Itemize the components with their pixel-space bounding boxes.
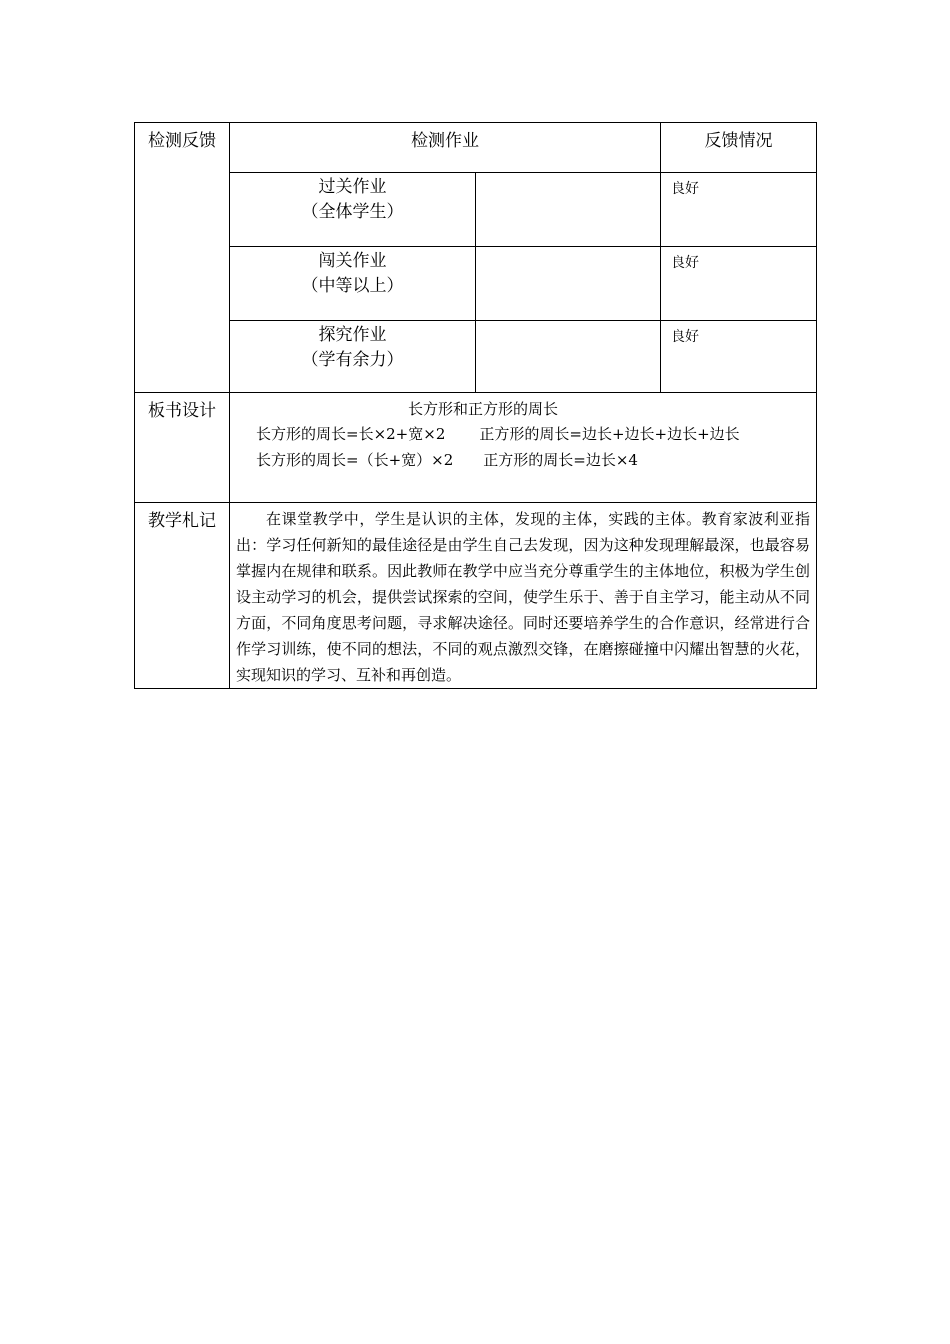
homework-content-cell (476, 321, 661, 393)
rectangle-formula-1: 长方形的周长=长×2+宽×2 (256, 425, 446, 443)
homework-row (135, 247, 817, 321)
lesson-plan-table (134, 122, 817, 689)
homework-row (135, 173, 817, 247)
homework-name: 过关作业 (318, 177, 387, 197)
board-formula-line-1 (230, 421, 816, 447)
board-design-cell (230, 393, 817, 503)
board-design-row (135, 393, 817, 503)
homework-content-cell (476, 173, 661, 247)
homework-group: （中等以上） (301, 276, 404, 296)
homework-name: 探究作业 (318, 325, 387, 345)
column-header-homework: 检测作业 (230, 123, 661, 173)
homework-feedback-cell: 良好 (661, 173, 817, 247)
rectangle-formula-2: 长方形的周长=（长+宽）×2 (256, 451, 454, 469)
homework-name: 闯关作业 (318, 251, 387, 271)
homework-group: （学有余力） (301, 350, 404, 370)
section-label-feedback: 检测反馈 (135, 123, 230, 393)
homework-content-cell (476, 247, 661, 321)
homework-type-cell (230, 173, 476, 247)
homework-type-cell (230, 321, 476, 393)
feedback-header-row (135, 123, 817, 173)
homework-group: （全体学生） (301, 202, 404, 222)
homework-feedback-cell: 良好 (661, 321, 817, 393)
board-formula-line-2 (230, 447, 816, 473)
square-formula-2: 正方形的周长=边长×4 (483, 451, 638, 469)
section-label-board: 板书设计 (135, 393, 230, 503)
board-title: 长方形和正方形的周长 (407, 400, 558, 418)
teaching-notes-cell (230, 503, 817, 689)
column-header-feedback: 反馈情况 (661, 123, 817, 173)
homework-feedback-cell: 良好 (661, 247, 817, 321)
homework-type-cell (230, 247, 476, 321)
teaching-notes-row (135, 503, 817, 689)
section-label-notes: 教学札记 (135, 503, 230, 689)
teaching-notes-text: 在课堂教学中，学生是认识的主体，发现的主体，实践的主体。教育家波利亚指出：学习任何新知的最佳途径是由学生自己去发现，因为这种发现理解最深，也最容易掌握内在规律和联系。因此教师在教学中应当充分尊重学生的主体地位，积极为学生创设主动学习的机会，提供尝试探索的空间，使学生乐于、善于自主学习，能主动从不同方面，不同角度思考问题，寻求解决途径。同时还要培养学生的合作意识，经常进行合作学习训练，使不同的想法，不同的观点激烈交锋，在磨擦碰撞中闪耀出智慧的火花，实现知识的学习、互补和再创造。 (236, 510, 810, 684)
homework-row (135, 321, 817, 393)
square-formula-1: 正方形的周长=边长+边长+边长+边长 (479, 425, 740, 443)
